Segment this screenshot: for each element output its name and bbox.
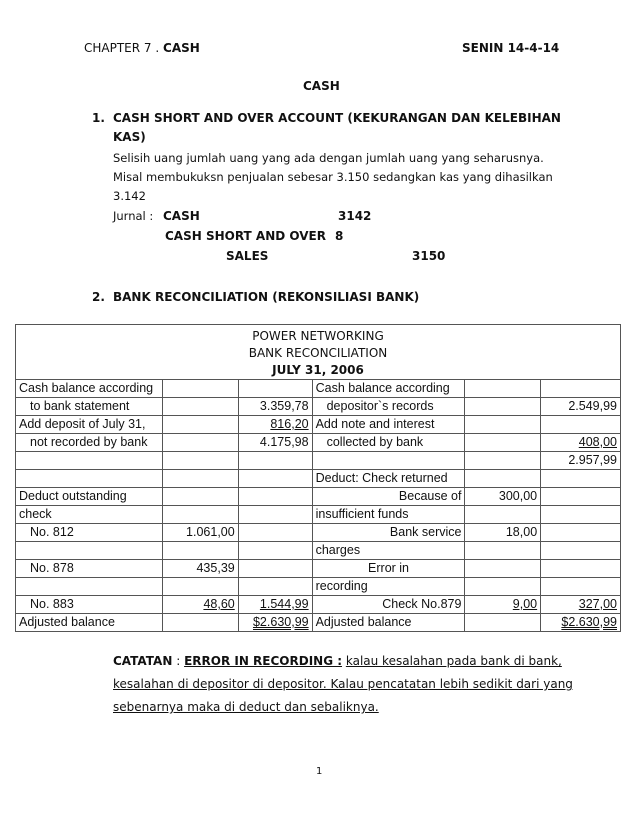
chapter-label: CHAPTER 7 . xyxy=(84,41,160,55)
table-cell: 9,00 xyxy=(512,597,538,611)
jurnal-amount: 3142 xyxy=(338,209,372,223)
jurnal-account: CASH xyxy=(163,209,200,223)
table-cell: 408,00 xyxy=(578,435,617,449)
jurnal-label: Jurnal : xyxy=(113,209,154,223)
table-row xyxy=(16,398,621,416)
jurnal-account: CASH SHORT AND OVER xyxy=(165,229,326,243)
section1-heading-line2: KAS) xyxy=(113,130,146,144)
note-line2: kesalahan di depositor di depositor. Kalau pencatatan lebih sedikit dari yang xyxy=(113,677,573,691)
section2-number: 2. xyxy=(92,290,105,304)
section1-desc-line2: Misal membukuksn penjualan sebesar 3.150 sedangkan kas yang dihasilkan xyxy=(113,170,553,184)
table-cell: 48,60 xyxy=(203,597,235,611)
table-cell: charges xyxy=(312,542,465,560)
table-row xyxy=(16,524,621,542)
table-cell: Because of xyxy=(312,488,465,506)
table-cell: 4.175,98 xyxy=(238,434,312,452)
chapter-topic: CASH xyxy=(163,41,200,55)
table-cell: 1.544,99 xyxy=(259,597,309,611)
table-cell: Cash balance according xyxy=(312,380,465,398)
table-cell: 18,00 xyxy=(465,524,541,542)
table-cell: 1.061,00 xyxy=(162,524,238,542)
table-cell: No. 812 xyxy=(16,524,163,542)
table-cell: check xyxy=(16,506,163,524)
table-cell: depositor`s records xyxy=(312,398,465,416)
table-cell: Cash balance according xyxy=(16,380,163,398)
section1-heading-line1: CASH SHORT AND OVER ACCOUNT (KEKURANGAN DAN KELEBIHAN xyxy=(113,111,561,125)
table-cell: Deduct outstanding xyxy=(16,488,163,506)
table-row xyxy=(16,506,621,524)
table-cell: No. 883 xyxy=(16,596,163,614)
table-cell: 435,39 xyxy=(162,560,238,578)
table-cell: 2.549,99 xyxy=(541,398,621,416)
table-row xyxy=(16,452,621,470)
table-row xyxy=(16,542,621,560)
table-cell: Check No.879 xyxy=(312,596,465,614)
table-row xyxy=(16,434,621,452)
table-cell: Bank service xyxy=(312,524,465,542)
table-cell: No. 878 xyxy=(16,560,163,578)
table-row xyxy=(16,560,621,578)
table-row xyxy=(16,416,621,434)
table-cell: to bank statement xyxy=(16,398,163,416)
note-line3: sebenarnya maka di deduct dan sebaliknya. xyxy=(113,700,379,714)
section1-number: 1. xyxy=(92,111,105,125)
jurnal-amount: 8 xyxy=(335,229,344,243)
note-label: CATATAN xyxy=(113,654,173,668)
table-cell: 300,00 xyxy=(465,488,541,506)
note-text: kalau kesalahan pada bank di bank, xyxy=(345,654,562,668)
page-number: 1 xyxy=(316,766,323,777)
page-title: CASH xyxy=(303,79,340,93)
note-separator: : xyxy=(176,654,181,668)
table-title-row xyxy=(16,325,621,380)
table-row xyxy=(16,470,621,488)
table-cell: Add note and interest xyxy=(312,416,465,434)
table-cell: 327,00 xyxy=(578,597,617,611)
section1-desc-line1: Selisih uang jumlah uang yang ada dengan jumlah uang yang seharusnya. xyxy=(113,151,544,165)
table-row xyxy=(16,578,621,596)
jurnal-account: SALES xyxy=(226,249,269,263)
note-line1 xyxy=(113,654,562,668)
table-cell: 2.957,99 xyxy=(541,452,621,470)
table-cell: $2.630,99 xyxy=(252,615,309,629)
table-cell: recording xyxy=(312,578,465,596)
section1-desc-line3: 3.142 xyxy=(113,189,146,203)
table-cell: Adjusted balance xyxy=(312,614,465,632)
table-cell: not recorded by bank xyxy=(16,434,163,452)
date-header: SENIN 14-4-14 xyxy=(462,41,560,55)
jurnal-amount: 3150 xyxy=(412,249,446,263)
note-heading: ERROR IN RECORDING : xyxy=(184,654,343,668)
report-title: BANK RECONCILIATION xyxy=(248,346,388,360)
bank-reconciliation-table xyxy=(15,324,621,632)
company-name: POWER NETWORKING xyxy=(252,329,384,343)
table-cell: 3.359,78 xyxy=(238,398,312,416)
report-date: JULY 31, 2006 xyxy=(272,363,364,377)
table-cell: insufficient funds xyxy=(312,506,465,524)
table-cell: 816,20 xyxy=(270,417,309,431)
chapter-header xyxy=(84,41,200,55)
table-cell: Deduct: Check returned xyxy=(312,470,465,488)
table-cell: Adjusted balance xyxy=(16,614,163,632)
table-cell: collected by bank xyxy=(312,434,465,452)
table-row xyxy=(16,380,621,398)
table-cell: $2.630,99 xyxy=(561,615,617,629)
table-row xyxy=(16,596,621,614)
table-row xyxy=(16,614,621,632)
table-cell: Add deposit of July 31, xyxy=(16,416,163,434)
table-row xyxy=(16,488,621,506)
section2-heading: BANK RECONCILIATION (REKONSILIASI BANK) xyxy=(113,290,420,304)
table-cell: Error in xyxy=(312,560,465,578)
